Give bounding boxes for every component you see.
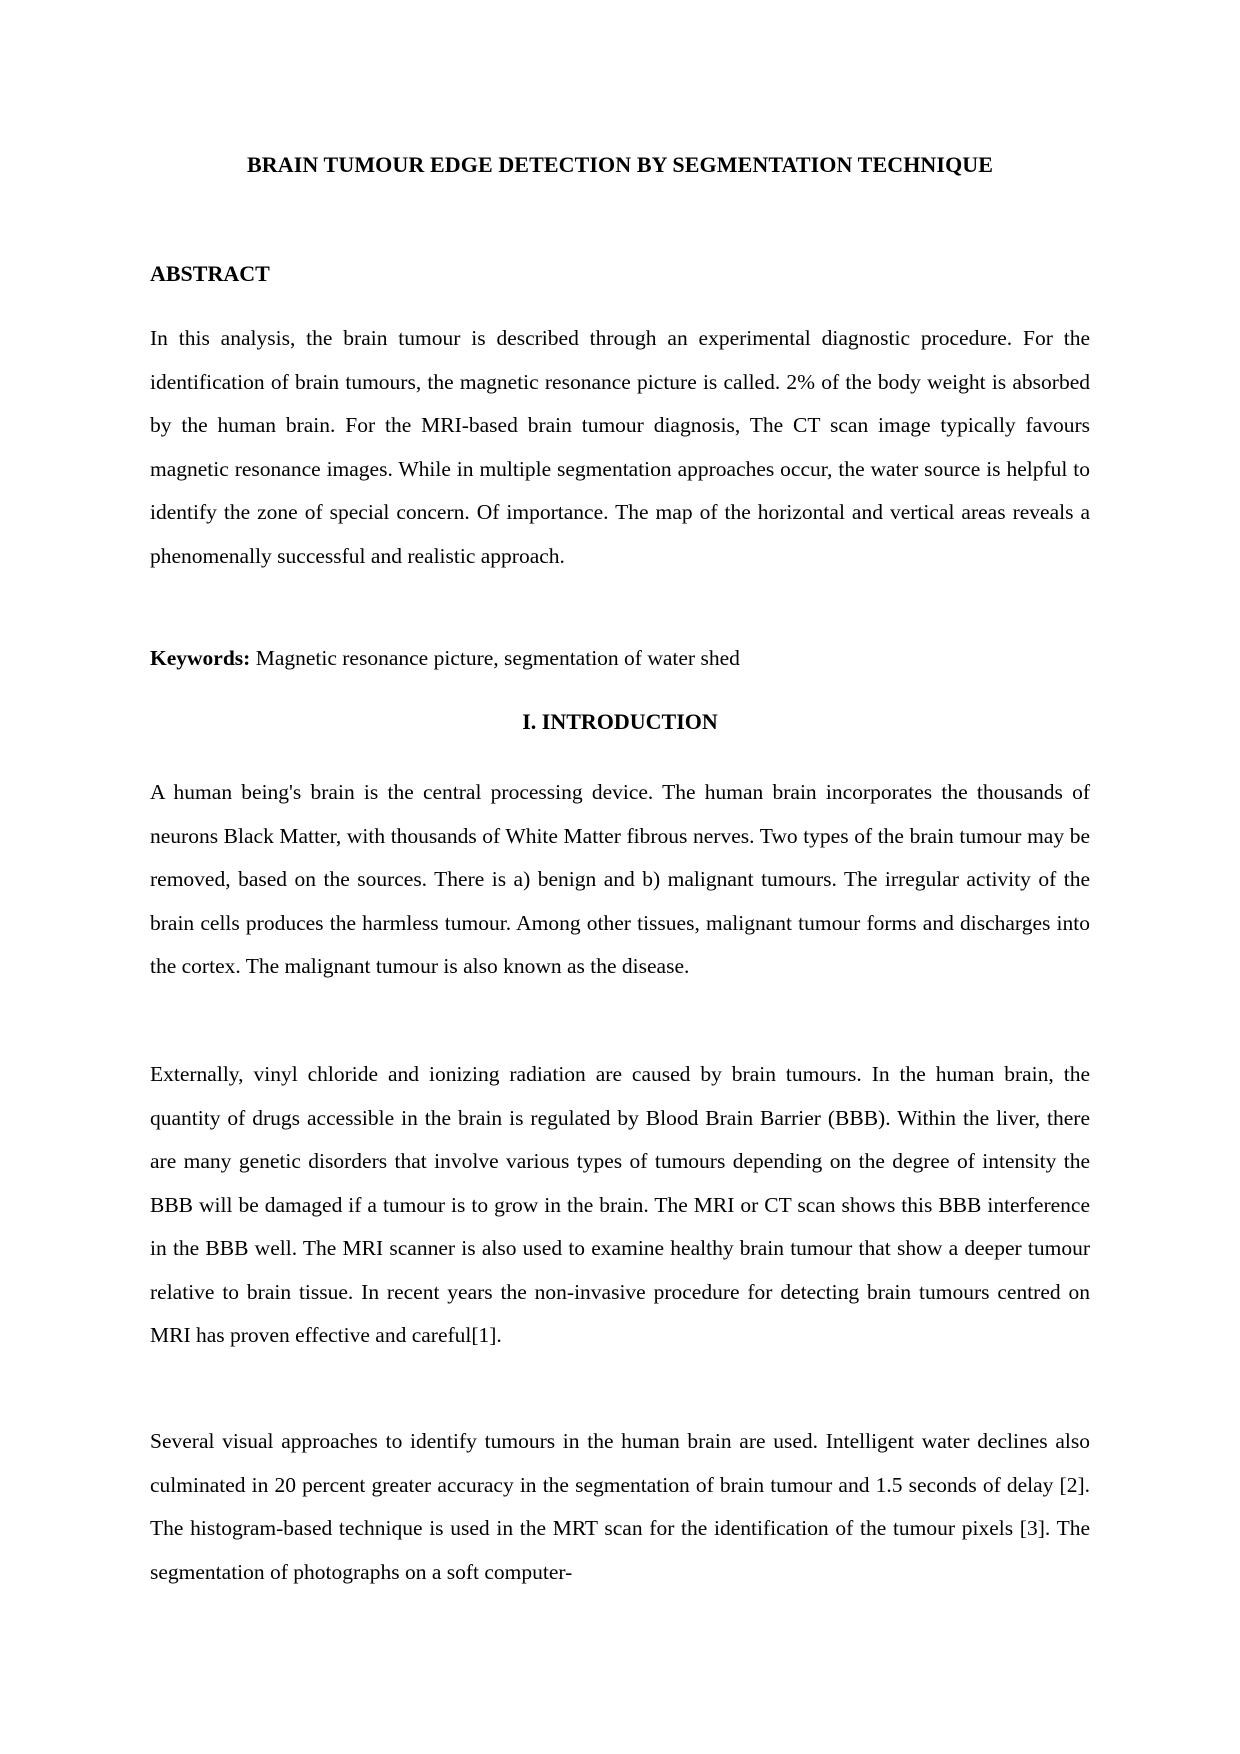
keywords-value: Magnetic resonance picture, segmentation of water shed xyxy=(250,646,740,670)
abstract-heading: ABSTRACT xyxy=(150,261,270,286)
keywords-line xyxy=(150,643,1090,673)
keywords-label: Keywords: xyxy=(150,646,251,670)
section-heading-introduction: I. INTRODUCTION xyxy=(522,709,718,734)
introduction-paragraph-2-block xyxy=(150,1053,1090,1358)
introduction-paragraph: Externally, vinyl chloride and ionizing radiation are caused by brain tumours. In the human brain, the quantity of drugs accessible in the brain is regulated by Blood Brain Barrier (BBB). Within the liver, there are many genetic disorders that involve various types of tumours depending on the degree of intensity the BBB will be damaged if a tumour is to grow in the brain. The MRI or CT scan shows this BBB interference in the BBB well. The MRI scanner is also used to examine healthy brain tumour that show a deeper tumour relative to brain tissue. In recent years the non-invasive procedure for detecting brain tumours centred on MRI has proven effective and careful[1]. xyxy=(150,1062,1090,1347)
paper-title: BRAIN TUMOUR EDGE DETECTION BY SEGMENTATION TECHNIQUE xyxy=(246,152,994,177)
abstract-body xyxy=(150,317,1090,578)
introduction-paragraph-1-block xyxy=(150,771,1090,989)
introduction-paragraph: Several visual approaches to identify tumours in the human brain are used. Intelligent water declines also culminated in 20 percent greater accuracy in the segmentation of brain tumour and 1.5 seconds of delay [2]. The histogram-based technique is used in the MRT scan for the identification of the tumour pixels [3]. The segmentation of photographs on a soft computer- xyxy=(150,1429,1090,1584)
introduction-paragraph-3-block xyxy=(150,1420,1090,1594)
introduction-paragraph: A human being's brain is the central processing device. The human brain incorporates the thousands of neurons Black Matter, with thousands of White Matter fibrous nerves. Two types of the brain tumour may be removed, based on the sources. There is a) benign and b) malignant tumours. The irregular activity of the brain cells produces the harmless tumour. Among other tissues, malignant tumour forms and discharges into the cortex. The malignant tumour is also known as the disease. xyxy=(150,780,1090,978)
abstract-paragraph: In this analysis, the brain tumour is described through an experimental diagnostic procedure. For the identification of brain tumours, the magnetic resonance picture is called. 2% of the body weight is absorbed by the human brain. For the MRI-based brain tumour diagnosis, The CT scan image typically favours magnetic resonance images. While in multiple segmentation approaches occur, the water source is helpful to identify the zone of special concern. Of importance. The map of the horizontal and vertical areas reveals a phenomenally successful and realistic approach. xyxy=(150,326,1090,568)
